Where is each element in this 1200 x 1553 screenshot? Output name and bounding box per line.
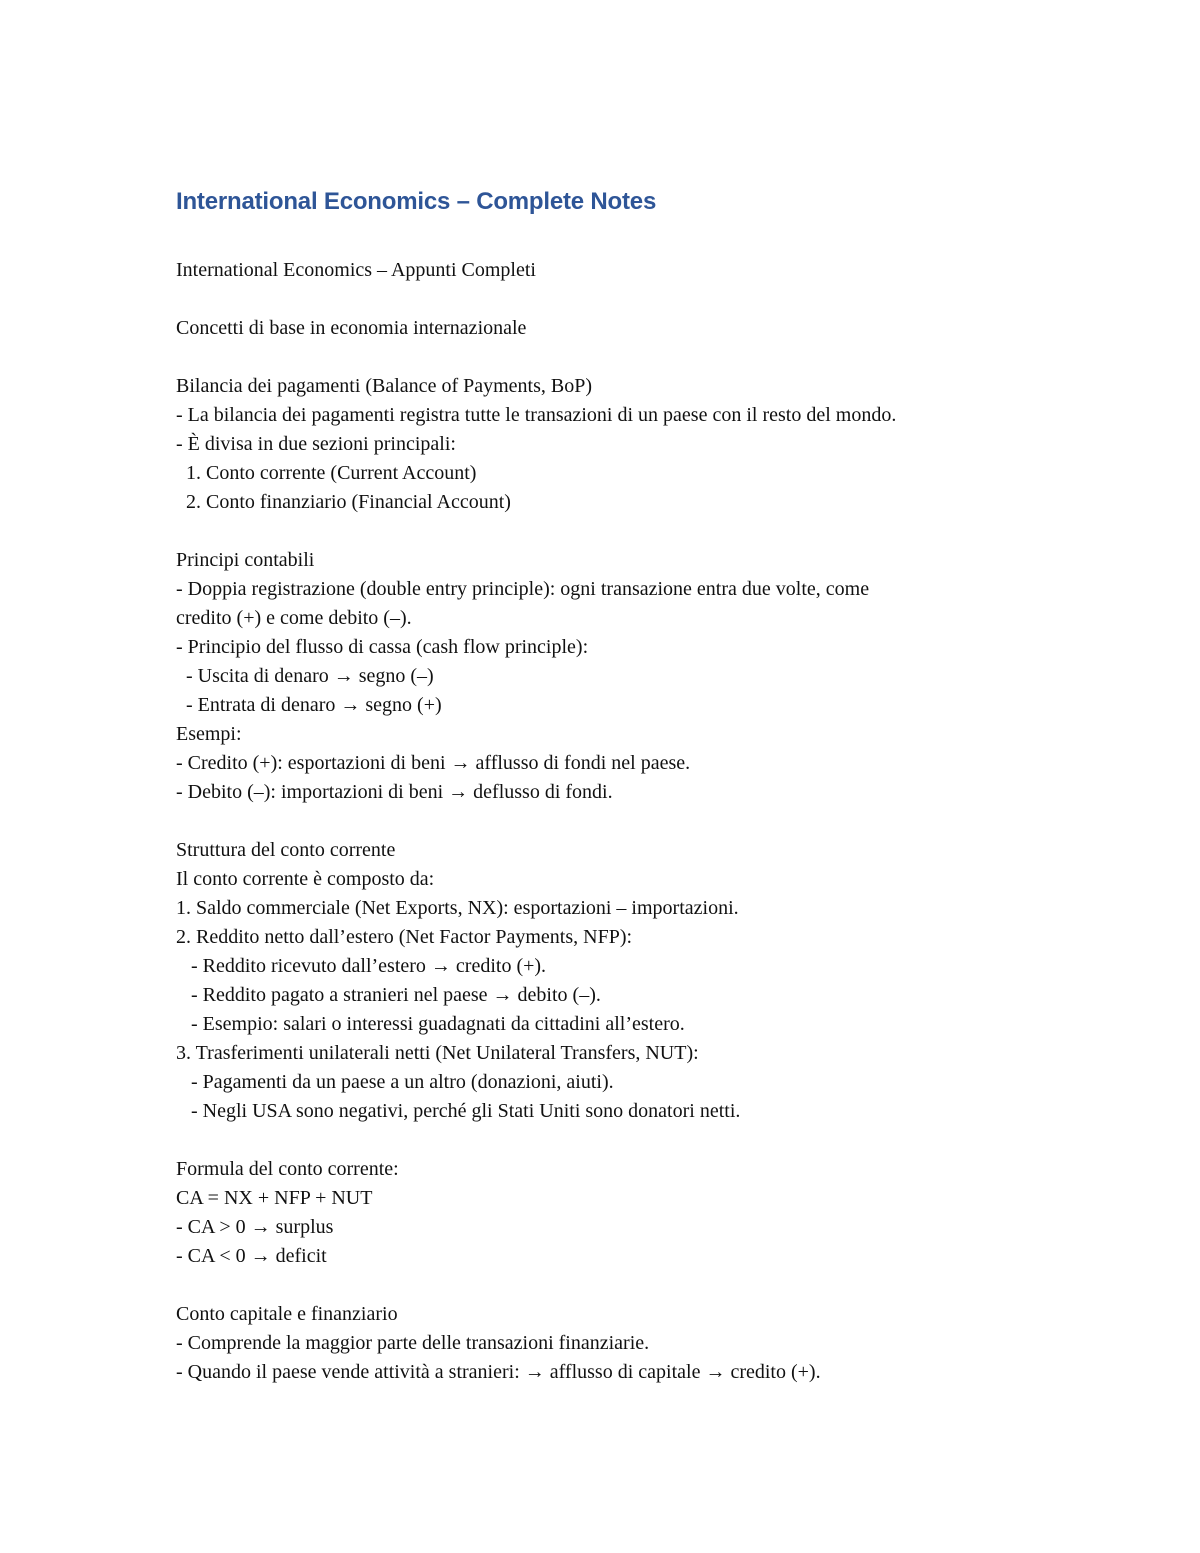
text-line: 2. Reddito netto dall’estero (Net Factor Payments, NFP): bbox=[176, 926, 633, 948]
text-line: Conto capitale e finanziario bbox=[176, 1303, 398, 1325]
text-line: - Uscita di denaro → segno (–) bbox=[176, 665, 434, 687]
text-line: - Principio del flusso di cassa (cash flow principle): bbox=[176, 636, 589, 658]
text-line: - Credito (+): esportazioni di beni → afflusso di fondi nel paese. bbox=[176, 752, 691, 774]
text-line: - Comprende la maggior parte delle transazioni finanziarie. bbox=[176, 1332, 650, 1354]
text-line: Il conto corrente è composto da: bbox=[176, 868, 435, 890]
text-line: - Reddito pagato a stranieri nel paese → debito (–). bbox=[176, 984, 601, 1006]
text-line: 2. Conto finanziario (Financial Account) bbox=[176, 491, 511, 513]
text-line: Esempi: bbox=[176, 723, 242, 745]
text-line: CA = NX + NFP + NUT bbox=[176, 1187, 373, 1209]
text-line: - Debito (–): importazioni di beni → deflusso di fondi. bbox=[176, 781, 613, 803]
text-line: 3. Trasferimenti unilaterali netti (Net Unilateral Transfers, NUT): bbox=[176, 1042, 699, 1064]
document-body bbox=[176, 256, 1076, 1387]
document-title: International Economics – Complete Notes bbox=[176, 188, 657, 215]
text-line: - Doppia registrazione (double entry principle): ogni transazione entra due volte, come bbox=[176, 578, 870, 600]
blank-line bbox=[176, 1271, 1076, 1300]
text-line: - Quando il paese vende attività a stranieri: → afflusso di capitale → credito (+). bbox=[176, 1361, 821, 1383]
blank-line bbox=[176, 343, 1076, 372]
text-line: - Esempio: salari o interessi guadagnati da cittadini all’estero. bbox=[176, 1013, 685, 1035]
text-line: 1. Conto corrente (Current Account) bbox=[176, 462, 477, 484]
text-line: - La bilancia dei pagamenti registra tutte le transazioni di un paese con il resto del mondo. bbox=[176, 404, 897, 426]
text-line: Struttura del conto corrente bbox=[176, 839, 396, 861]
text-line: - CA < 0 → deficit bbox=[176, 1245, 327, 1267]
text-line: Principi contabili bbox=[176, 549, 315, 571]
text-line: - Pagamenti da un paese a un altro (donazioni, aiuti). bbox=[176, 1071, 614, 1093]
blank-line bbox=[176, 517, 1076, 546]
text-line: - Negli USA sono negativi, perché gli Stati Uniti sono donatori netti. bbox=[176, 1100, 741, 1122]
text-line: - Entrata di denaro → segno (+) bbox=[176, 694, 442, 716]
text-line: 1. Saldo commerciale (Net Exports, NX): esportazioni – importazioni. bbox=[176, 897, 739, 919]
blank-line bbox=[176, 807, 1076, 836]
text-line: - CA > 0 → surplus bbox=[176, 1216, 334, 1238]
text-line: Concetti di base in economia internazionale bbox=[176, 317, 527, 339]
text-line: credito (+) e come debito (–). bbox=[176, 607, 412, 629]
blank-line bbox=[176, 1126, 1076, 1155]
text-line: Formula del conto corrente: bbox=[176, 1158, 399, 1180]
text-line: International Economics – Appunti Completi bbox=[176, 259, 536, 281]
text-line: Bilancia dei pagamenti (Balance of Payments, BoP) bbox=[176, 375, 592, 397]
text-line: - Reddito ricevuto dall’estero → credito (+). bbox=[176, 955, 547, 977]
blank-line bbox=[176, 285, 1076, 314]
text-line: - È divisa in due sezioni principali: bbox=[176, 433, 456, 455]
